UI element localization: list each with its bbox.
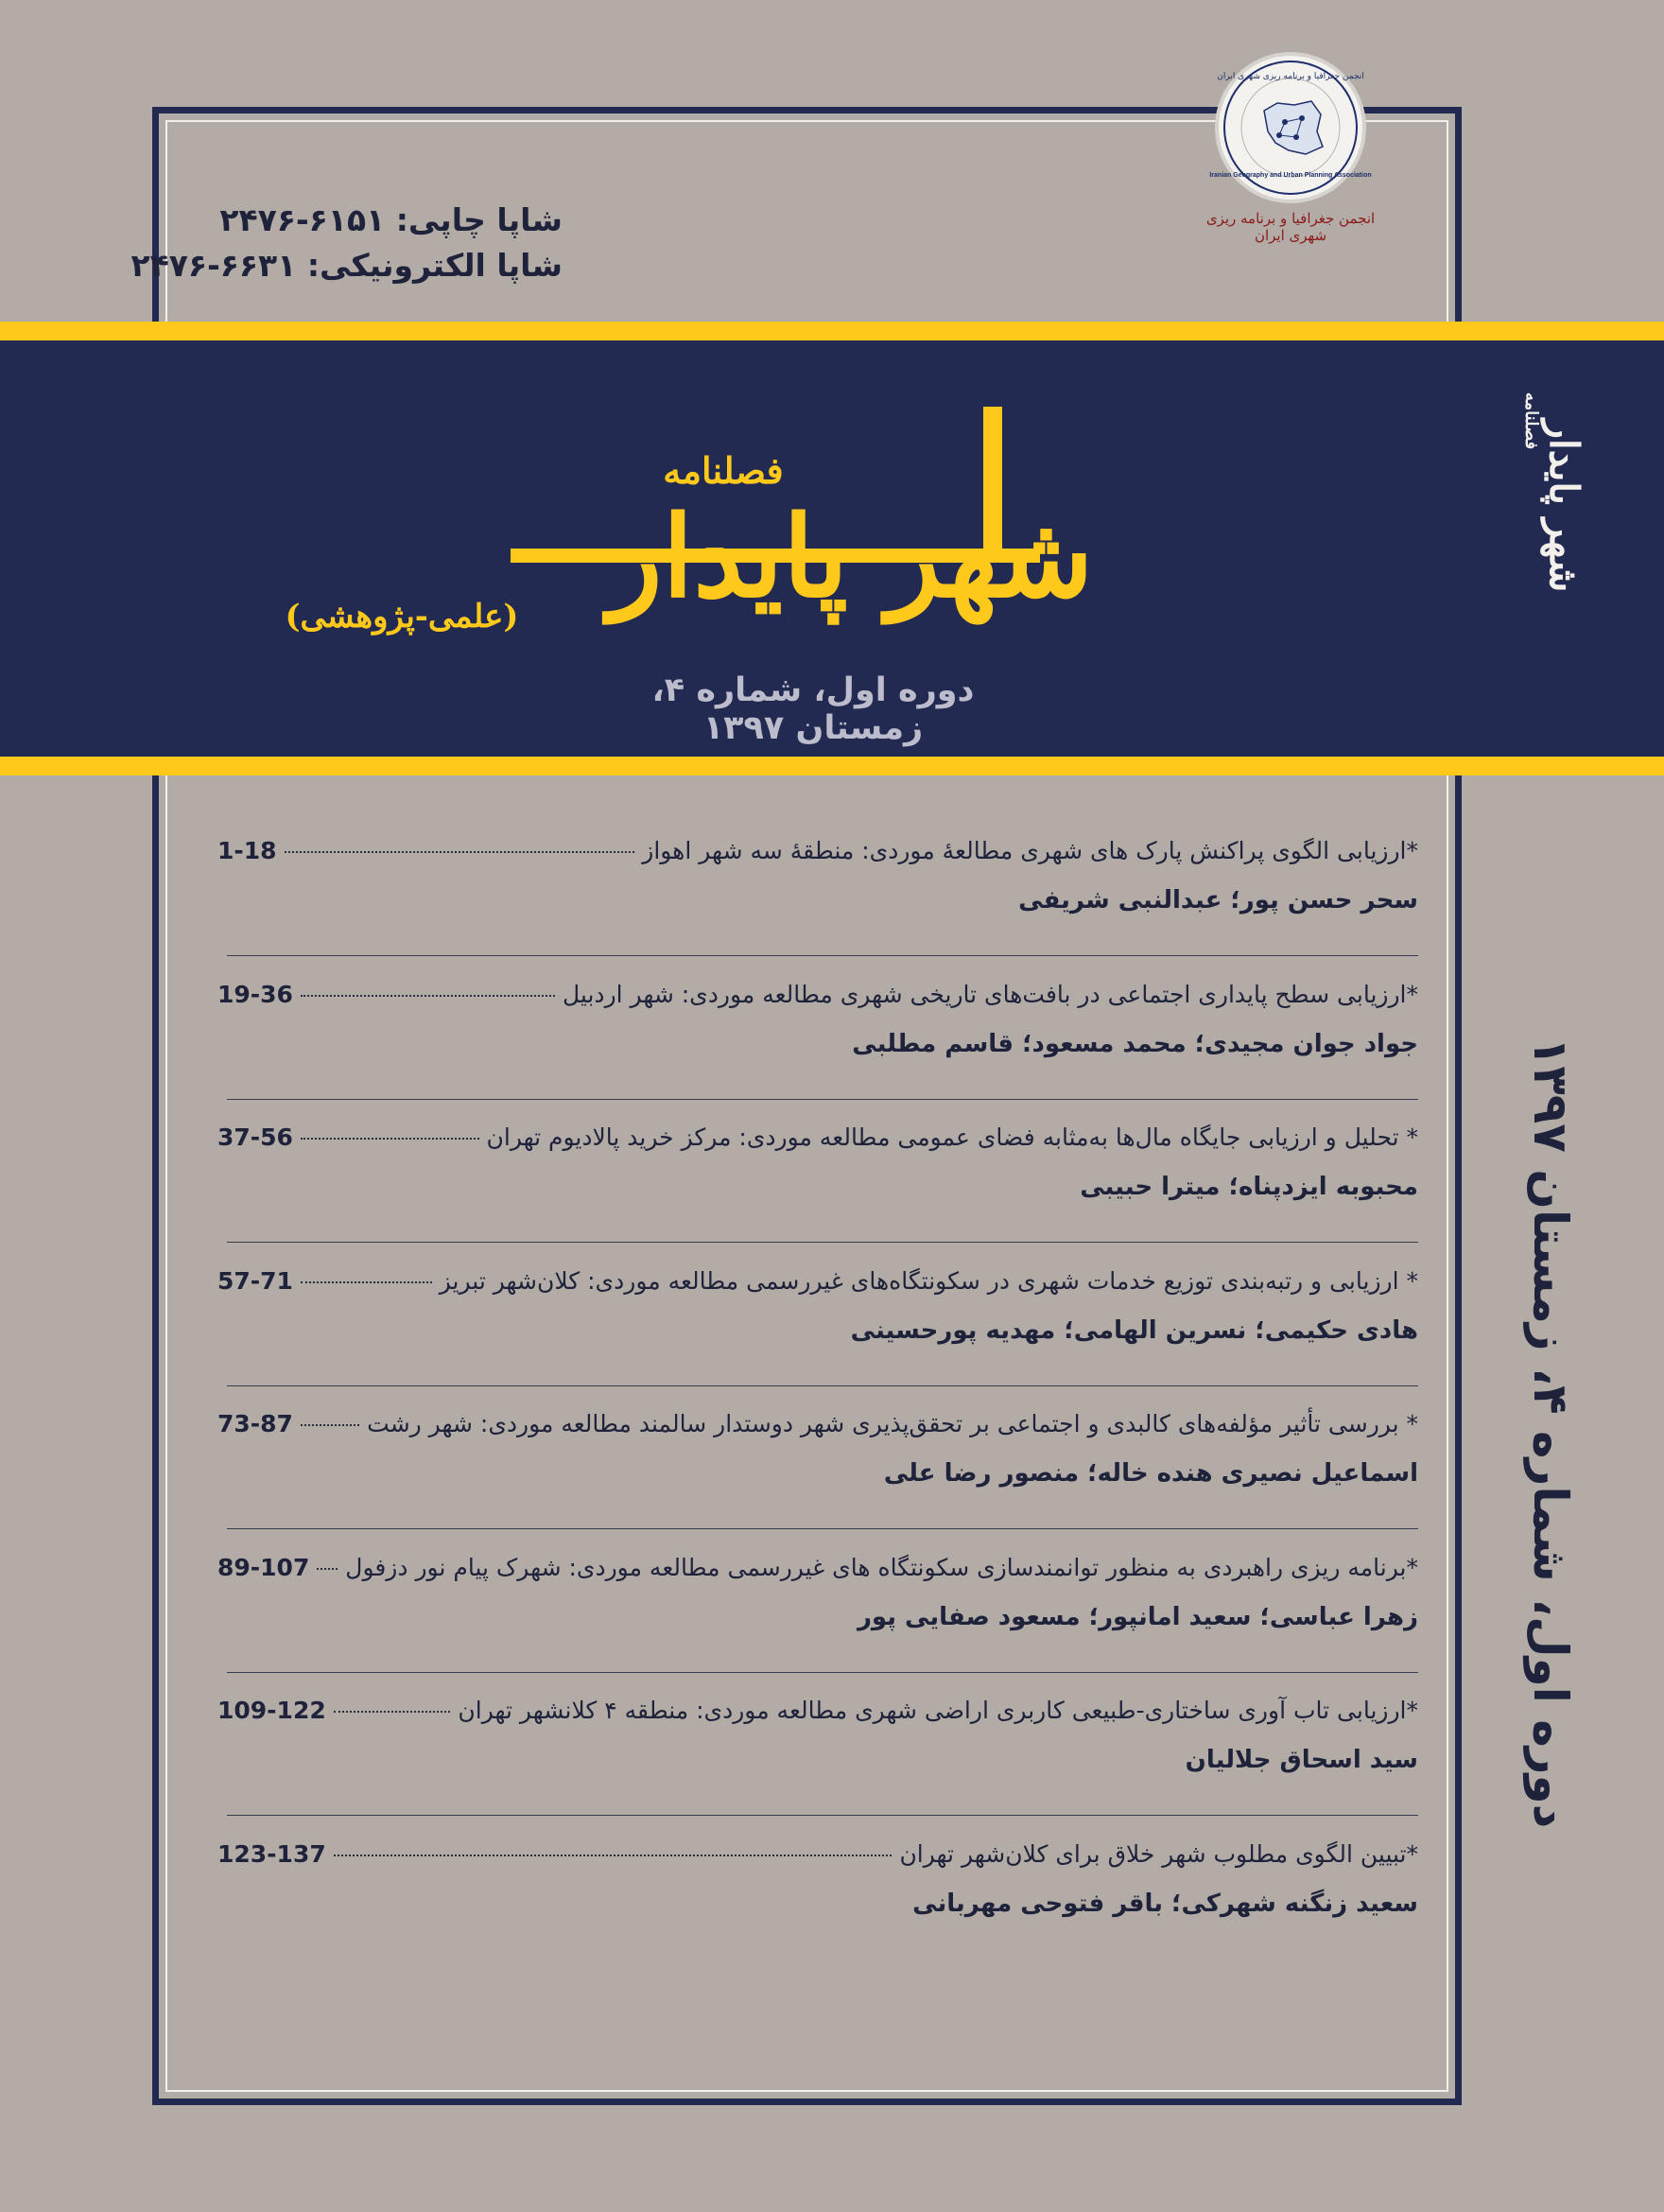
- dot-leader: [285, 850, 635, 853]
- separator: [227, 1815, 1418, 1816]
- dot-leader: [317, 1567, 338, 1570]
- toc-entry-title[interactable]: *ارزیابی سطح پایداری اجتماعی در بافت‌های تاریخی شهری مطالعه موردی: شهر اردبیل: [563, 980, 1418, 1008]
- toc-entry[interactable]: [217, 1123, 1418, 1267]
- journal-title: شهر پایدار: [608, 491, 1094, 622]
- toc-entry-pages: 109-122: [217, 1697, 326, 1724]
- issn-online: شاپا الکترونیکی: ۶۶۳۱-۲۴۷۶: [130, 247, 563, 284]
- toc-entry-authors: سحر حسن پور؛ عبدالنبی شریفی: [1018, 886, 1418, 914]
- toc-entry-authors: هادی حکیمی؛ نسرین الهامی؛ مهدیه پورحسینی: [850, 1315, 1418, 1345]
- toc-entry-pages: 37-56: [217, 1123, 293, 1151]
- toc-entry-pages: 123-137: [217, 1839, 326, 1868]
- toc-entry[interactable]: [217, 1840, 1418, 1984]
- quarterly-label: فصلنامه: [663, 449, 784, 492]
- volume-issue: دوره اول، شماره ۴، زمستان ۱۳۹۷: [651, 671, 975, 747]
- issn-print: شاپا چاپی: ۶۱۵۱-۲۴۷۶: [219, 201, 563, 238]
- iran-map-icon: [1209, 56, 1372, 200]
- spine-title-text: شهر پایدار: [1541, 419, 1587, 593]
- separator: [227, 1099, 1418, 1100]
- toc-entry-pages: 19-36: [217, 980, 293, 1008]
- toc-entry-authors: زهرا عباسی؛ سعید امانپور؛ مسعود صفایی پور: [857, 1602, 1418, 1631]
- toc-entry[interactable]: [217, 1410, 1418, 1554]
- toc-entry-title[interactable]: * بررسی تأثیر مؤلفه‌های کالبدی و اجتماعی بر تحقق‌پذیری شهر دوستدار سالمند مطالعه موردی: شهر رشت: [367, 1410, 1418, 1437]
- separator: [227, 1385, 1418, 1386]
- toc-entry-title[interactable]: * تحلیل و ارزیابی جایگاه مال‌ها به‌مثابه فضای عمومی مطالعه موردی: مرکز خرید پالادیوم تهران: [486, 1123, 1418, 1151]
- dot-leader: [301, 1423, 359, 1426]
- toc-entry-title[interactable]: *ارزیابی الگوی پراکنش پارک های شهری مطالعهٔ موردی: منطقهٔ سه شهر اهواز: [642, 837, 1418, 864]
- dot-leader: [301, 994, 555, 997]
- toc-entry-title[interactable]: *تبیین الگوی مطلوب شهر خلاق برای کلان‌شهر تهران: [899, 1839, 1418, 1868]
- toc-entry-pages: 57-71: [217, 1266, 293, 1295]
- dot-leader: [301, 1280, 432, 1283]
- toc-entry-pages: 1-18: [217, 837, 277, 864]
- toc-entry-pages: 89-107: [217, 1553, 310, 1581]
- toc-entry-title[interactable]: *برنامه ریزی راهبردی به منظور توانمندسازی سکونتگاه های غیررسمی مطالعه موردی: شهرک پیام نور دزفول: [345, 1553, 1418, 1581]
- toc-entry-title[interactable]: * ارزیابی و رتبه‌بندی توزیع خدمات شهری در سکونتگاه‌های غیررسمی مطالعه موردی: کلان‌شهر تبریز: [439, 1266, 1418, 1295]
- dot-leader: [334, 1710, 451, 1713]
- toc-entry[interactable]: [217, 837, 1418, 981]
- separator: [227, 1528, 1418, 1529]
- toc-entry-pages: 73-87: [217, 1410, 293, 1437]
- separator: [227, 1242, 1418, 1243]
- dot-leader: [301, 1137, 479, 1140]
- spine-volume: [1508, 1036, 1593, 1829]
- scientific-label: (علمی-پژوهشی): [285, 598, 519, 636]
- separator: [227, 955, 1418, 956]
- spine-title: [1513, 383, 1588, 629]
- toc-entry-title[interactable]: *ارزیابی تاب آوری ساختاری-طبیعی کاربری اراضی شهری مطالعه موردی: منطقه ۴ کلانشهر تهران: [458, 1697, 1418, 1724]
- dot-leader: [334, 1854, 893, 1856]
- toc-entry[interactable]: [217, 1697, 1418, 1840]
- toc-entry[interactable]: [217, 981, 1418, 1124]
- toc-entry[interactable]: [217, 1267, 1418, 1411]
- toc-entry-authors: اسماعیل نصیری هنده خاله؛ منصور رضا علی: [883, 1459, 1418, 1488]
- table-of-contents: [217, 837, 1418, 1983]
- association-caption: انجمن جغرافیا و برنامه ریزی شهری ایران: [1205, 210, 1376, 244]
- toc-entry-authors: سعید زنگنه شهرکی؛ باقر فتوحی مهربانی: [912, 1889, 1418, 1918]
- logo-text-fa: انجمن جغرافیا و برنامه ریزی شهری ایران: [1217, 72, 1364, 81]
- spine-quarterly-text: فصلنامه: [1521, 392, 1541, 450]
- separator: [227, 1672, 1418, 1673]
- spine-volume-text: دوره اول، شماره ۴، زمستان ۱۳۹۷: [1523, 1036, 1578, 1829]
- logo-text-en: Iranian Geography and Urban Planning Association: [1209, 172, 1372, 179]
- toc-entry-authors: جواد جوان مجیدی؛ محمد مسعود؛ قاسم مطلبی: [852, 1029, 1418, 1058]
- association-logo: [1209, 52, 1372, 203]
- toc-entry-authors: محبوبه ایزدپناه؛ میترا حبیبی: [1080, 1173, 1418, 1201]
- toc-entry[interactable]: [217, 1554, 1418, 1698]
- toc-entry-authors: سید اسحاق جلالیان: [1185, 1746, 1418, 1774]
